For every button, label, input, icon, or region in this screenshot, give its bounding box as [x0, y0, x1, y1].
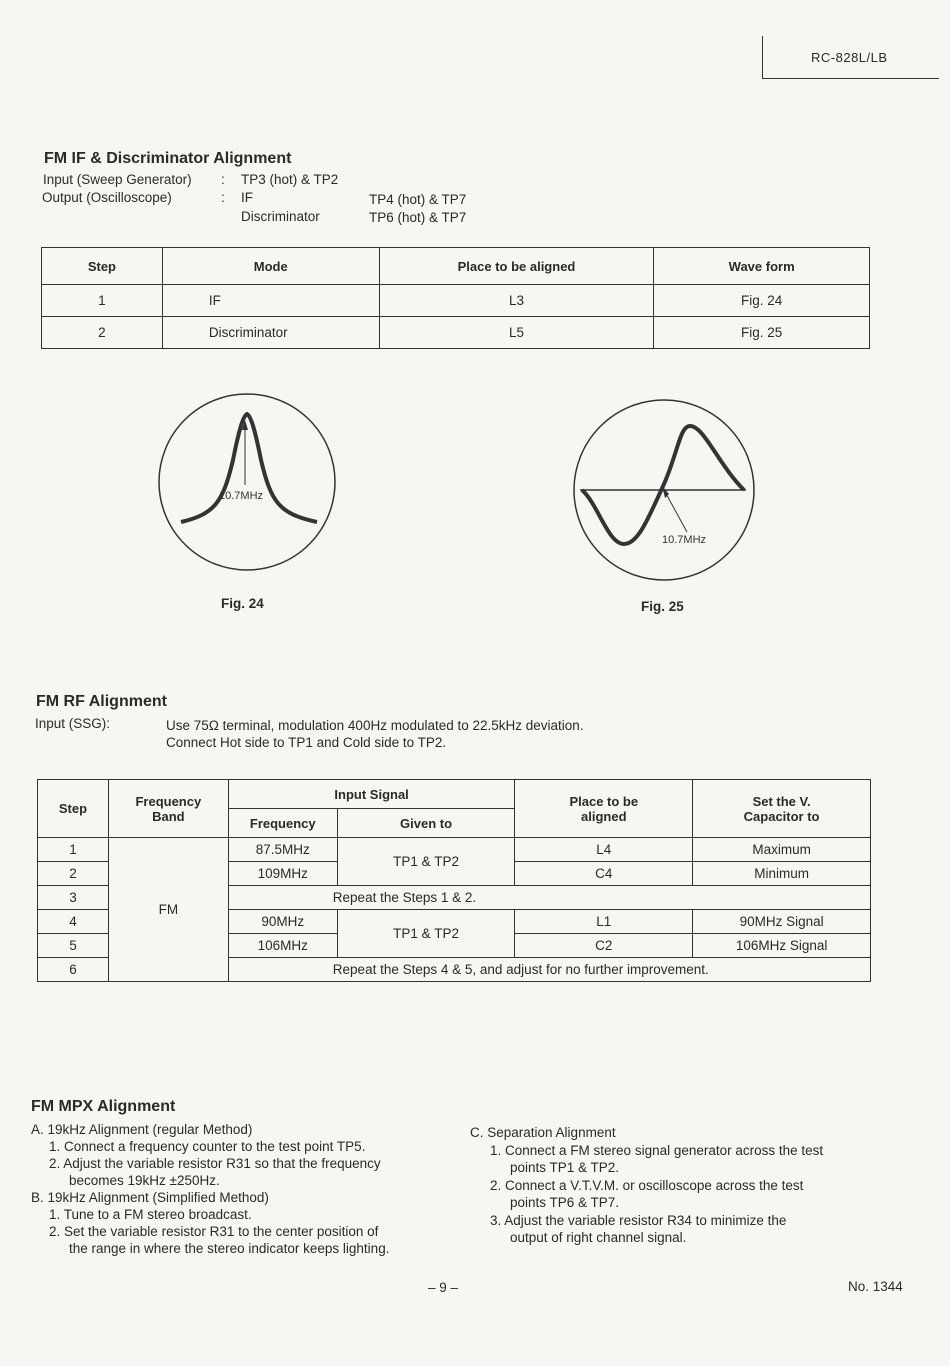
cell: 106MHz Signal: [693, 934, 871, 958]
mpx-c-step-cont: points TP1 & TP2.: [510, 1160, 620, 1175]
col-place: Place to be aligned: [379, 248, 654, 285]
col-step: Step: [42, 248, 163, 285]
cell: TP1 & TP2: [337, 838, 515, 886]
if-output-value-disc: TP6 (hot) & TP7: [369, 210, 467, 225]
s-curve-trace: [582, 426, 744, 544]
mpx-left-column: [31, 1121, 441, 1257]
cell: 4: [38, 910, 109, 934]
cell: C2: [515, 934, 693, 958]
rf-section-title: FM RF Alignment: [36, 693, 167, 710]
cell: TP1 & TP2: [337, 910, 515, 958]
col-place-line: Place to be: [569, 793, 639, 809]
if-section-title: FM IF & Discriminator Alignment: [44, 150, 292, 167]
mpx-c-title: C. Separation Alignment: [470, 1125, 616, 1140]
rf-alignment-table: [37, 779, 871, 982]
cell: L5: [379, 317, 654, 349]
mpx-section-title: FM MPX Alignment: [31, 1098, 176, 1115]
if-input-value: TP3 (hot) & TP2: [241, 172, 339, 187]
if-output-mode-if: IF: [241, 190, 253, 205]
mpx-b-step-cont: the range in where the stereo indicator keeps lighting.: [69, 1241, 390, 1256]
if-alignment-table: [41, 247, 870, 349]
table-row: [38, 838, 871, 862]
cell: 90MHz: [228, 910, 337, 934]
fig25-annotation: 10.7MHz: [662, 534, 707, 546]
cell: 3: [38, 886, 109, 910]
cell-repeat: Repeat the Steps 1 & 2.: [228, 886, 870, 910]
doc-number: No. 1344: [848, 1279, 903, 1294]
mpx-b-step: 1. Tune to a FM stereo broadcast.: [49, 1207, 252, 1222]
table-header-row: [42, 248, 870, 285]
cell: 87.5MHz: [228, 838, 337, 862]
rf-input-line: Connect Hot side to TP1 and Cold side to TP2.: [166, 735, 447, 750]
col-capacitor: [693, 780, 871, 838]
page-number: – 9 –: [428, 1280, 459, 1295]
table-row: [42, 317, 870, 349]
col-frequency: Frequency: [228, 809, 337, 838]
mpx-c-step-cont: points TP6 & TP7.: [510, 1195, 620, 1210]
cell: L4: [515, 838, 693, 862]
col-given-to: Given to: [337, 809, 515, 838]
cell: Fig. 24: [654, 285, 870, 317]
mpx-right-column: [470, 1124, 870, 1247]
mpx-c-step: 1. Connect a FM stereo signal generator across the test: [490, 1142, 824, 1158]
mpx-a-step: 2. Adjust the variable resistor R31 so that the frequency: [49, 1156, 381, 1171]
scope-circle: [159, 394, 335, 570]
if-input-label: Input (Sweep Generator): [43, 172, 192, 187]
col-capacitor-line: Capacitor to: [743, 808, 820, 824]
cell: 1: [42, 285, 163, 317]
cell: 90MHz Signal: [693, 910, 871, 934]
col-input-signal: Input Signal: [228, 780, 515, 809]
fig24-label: Fig. 24: [221, 596, 264, 611]
cell: C4: [515, 862, 693, 886]
cell: 2: [42, 317, 163, 349]
if-output-colon: :: [221, 190, 225, 205]
if-input-colon: :: [221, 172, 225, 187]
fig24-waveform: [155, 390, 345, 580]
if-output-label: Output (Oscilloscope): [42, 190, 172, 205]
bell-curve-trace: [181, 414, 317, 522]
cell: L1: [515, 910, 693, 934]
table-row: [42, 285, 870, 317]
col-mode: Mode: [162, 248, 379, 285]
mpx-c-step: 2. Connect a V.T.V.M. or oscilloscope across the test: [490, 1177, 804, 1193]
cell-repeat: Repeat the Steps 4 & 5, and adjust for no further improvement.: [228, 958, 870, 982]
cell: L3: [379, 285, 654, 317]
mpx-c-step-cont: output of right channel signal.: [510, 1230, 687, 1245]
col-step: Step: [38, 780, 109, 838]
col-place: [515, 780, 693, 838]
col-band-line: Frequency: [135, 793, 202, 809]
col-band: [108, 780, 228, 838]
cell: Fig. 25: [654, 317, 870, 349]
cell: 5: [38, 934, 109, 958]
mpx-b-step: 2. Set the variable resistor R31 to the center position of: [49, 1224, 379, 1239]
table-header-row: [38, 780, 871, 809]
fig25-label: Fig. 25: [641, 599, 684, 614]
model-box: [762, 36, 939, 79]
col-capacitor-line: Set the V.: [752, 793, 811, 809]
mpx-a-title: A. 19kHz Alignment (regular Method): [31, 1122, 253, 1137]
cell: 109MHz: [228, 862, 337, 886]
rf-input-label: Input (SSG):: [35, 716, 111, 731]
rf-input-line: Use 75Ω terminal, modulation 400Hz modulated to 22.5kHz deviation.: [166, 718, 584, 733]
cell: 106MHz: [228, 934, 337, 958]
col-place-line: aligned: [581, 808, 627, 824]
mpx-c-step: 3. Adjust the variable resistor R34 to minimize the: [490, 1212, 787, 1228]
cell: IF: [162, 285, 379, 317]
if-output-mode-disc: Discriminator: [241, 209, 320, 224]
mpx-b-title: B. 19kHz Alignment (Simplified Method): [31, 1190, 269, 1205]
cell-band: FM: [108, 838, 228, 982]
cell: Minimum: [693, 862, 871, 886]
mpx-a-step-cont: becomes 19kHz ±250Hz.: [69, 1173, 220, 1188]
cell: 1: [38, 838, 109, 862]
model-number: RC-828L/LB: [811, 50, 888, 65]
col-waveform: Wave form: [654, 248, 870, 285]
cell: Maximum: [693, 838, 871, 862]
cell: 6: [38, 958, 109, 982]
marker-line: [664, 490, 687, 532]
col-band-line: Band: [152, 808, 185, 824]
fig25-waveform: [568, 394, 760, 586]
cell: Discriminator: [162, 317, 379, 349]
fig24-annotation: 10.7MHz: [219, 490, 264, 502]
mpx-a-step: 1. Connect a frequency counter to the test point TP5.: [49, 1139, 366, 1154]
cell: 2: [38, 862, 109, 886]
if-output-value-if: TP4 (hot) & TP7: [369, 192, 467, 207]
